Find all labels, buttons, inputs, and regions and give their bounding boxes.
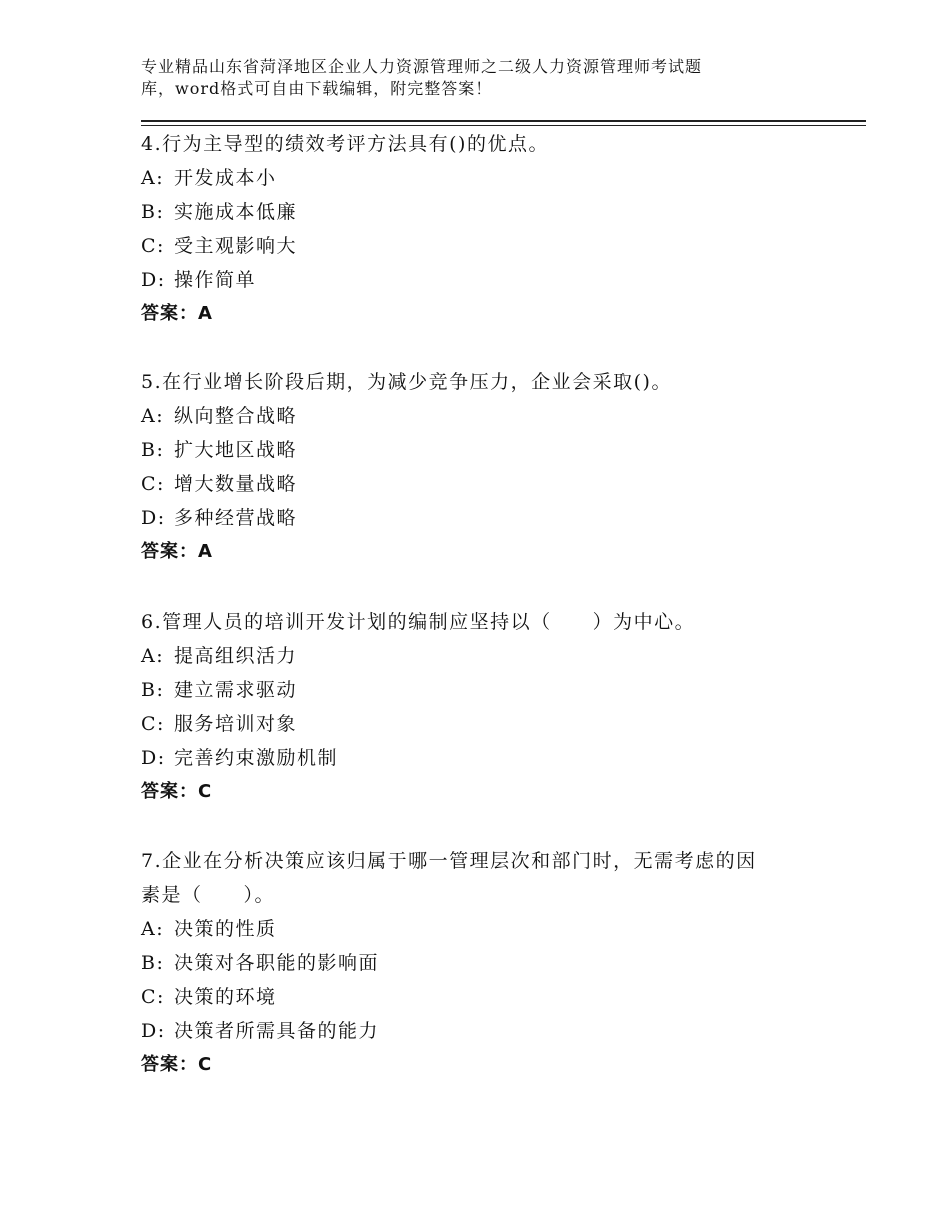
option-text: 增大数量战略	[174, 473, 298, 495]
option-d	[141, 1014, 831, 1048]
option-text: 多种经营战略	[174, 507, 298, 529]
option-d	[141, 741, 831, 775]
option-text: 纵向整合战略	[174, 405, 298, 427]
option-label: C:	[141, 986, 165, 1008]
option-label: A:	[141, 918, 165, 940]
option-b	[141, 946, 831, 980]
option-text: 决策的环境	[174, 986, 277, 1008]
option-label: A:	[141, 167, 165, 189]
option-label: C:	[141, 713, 165, 735]
question-6	[141, 605, 831, 809]
answer: 答案：C	[141, 781, 213, 802]
header-divider	[141, 120, 866, 122]
option-a	[141, 161, 831, 195]
option-a	[141, 912, 831, 946]
option-text: 服务培训对象	[174, 713, 298, 735]
option-label: C:	[141, 473, 165, 495]
option-label: B:	[141, 201, 165, 223]
option-a	[141, 399, 831, 433]
option-text: 受主观影响大	[174, 235, 298, 257]
option-a	[141, 639, 831, 673]
answer: 答案：A	[141, 541, 213, 562]
option-label: A:	[141, 405, 165, 427]
option-label: D:	[141, 1020, 166, 1042]
option-d	[141, 263, 831, 297]
question-7	[141, 844, 831, 1082]
option-text: 建立需求驱动	[174, 679, 298, 701]
answer: 答案：C	[141, 1054, 213, 1075]
question-stem: 6.管理人员的培训开发计划的编制应坚持以（ ）为中心。	[141, 611, 696, 633]
option-text: 提高组织活力	[174, 645, 298, 667]
option-c	[141, 467, 831, 501]
option-label: D:	[141, 507, 166, 529]
question-5	[141, 365, 831, 569]
option-label: A:	[141, 645, 165, 667]
question-stem: 4.行为主导型的绩效考评方法具有()的优点。	[141, 133, 549, 155]
option-label: B:	[141, 952, 165, 974]
option-label: B:	[141, 439, 165, 461]
option-text: 决策者所需具备的能力	[174, 1020, 380, 1042]
option-c	[141, 229, 831, 263]
question-stem-line-1: 7.企业在分析决策应该归属于哪一管理层次和部门时，无需考虑的因	[141, 850, 757, 872]
document-header	[141, 56, 781, 100]
option-label: C:	[141, 235, 165, 257]
option-label: B:	[141, 679, 165, 701]
option-text: 决策的性质	[174, 918, 277, 940]
option-text: 实施成本低廉	[174, 201, 298, 223]
question-4	[141, 127, 831, 331]
option-c	[141, 980, 831, 1014]
option-text: 完善约束激励机制	[174, 747, 339, 769]
option-label: D:	[141, 747, 166, 769]
option-c	[141, 707, 831, 741]
option-d	[141, 501, 831, 535]
option-b	[141, 433, 831, 467]
answer: 答案：A	[141, 303, 213, 324]
option-label: D:	[141, 269, 166, 291]
header-line-1: 专业精品山东省菏泽地区企业人力资源管理师之二级人力资源管理师考试题	[141, 57, 703, 76]
option-text: 扩大地区战略	[174, 439, 298, 461]
option-text: 操作简单	[174, 269, 257, 291]
header-line-2: 库，word格式可自由下载编辑，附完整答案！	[141, 79, 493, 98]
question-stem: 5.在行业增长阶段后期，为减少竞争压力，企业会采取()。	[141, 371, 672, 393]
question-stem-line-2: 素是（ ）。	[141, 884, 276, 906]
option-text: 开发成本小	[174, 167, 277, 189]
header-divider-thin	[141, 125, 866, 126]
option-b	[141, 195, 831, 229]
option-b	[141, 673, 831, 707]
option-text: 决策对各职能的影响面	[174, 952, 380, 974]
